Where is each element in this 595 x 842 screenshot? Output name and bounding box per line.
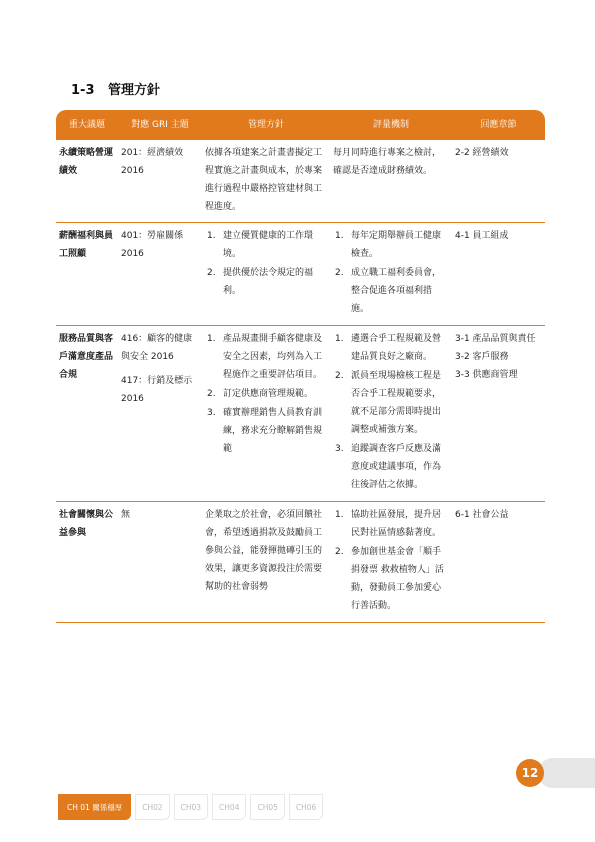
header-cell: 管理方針 <box>202 110 330 140</box>
list-item <box>205 264 327 300</box>
gri-topic: 201：經濟績效2016 <box>121 148 184 176</box>
list-item-text: 成立職工福利委員會，整合促進各項福利措施。 <box>351 268 442 314</box>
gri-cell <box>118 502 202 623</box>
list-number: 1. <box>335 334 344 344</box>
topic-cell: 薪酬福利與員工照顧 <box>59 231 114 259</box>
list-number: 1. <box>207 334 216 344</box>
list-item <box>205 227 327 263</box>
list-item <box>205 330 327 384</box>
list-item <box>333 264 449 318</box>
list-item <box>333 227 449 263</box>
policy-cell <box>202 326 330 502</box>
chapter-cell <box>452 223 545 326</box>
list-number: 3. <box>335 444 344 454</box>
chapter-ref: 3-1 產品品質與責任 <box>455 334 536 344</box>
chapter-ref: 6-1 社會公益 <box>455 510 509 520</box>
chapter-nav <box>58 794 327 820</box>
list-item-text: 訂定供應商管理規範。 <box>223 389 314 399</box>
chapter-ref: 4-1 員工組成 <box>455 231 509 241</box>
evaluation-cell <box>330 502 452 623</box>
list-number: 2. <box>335 371 344 381</box>
list-item-text: 協助社區發展，提升居民對社區情感黏著度。 <box>351 510 442 538</box>
evaluation-cell-list <box>333 506 449 615</box>
header-cell: 評量機制 <box>330 110 452 140</box>
gri-topic: 416：顧客的健康與安全 2016 <box>121 334 193 362</box>
list-item-text: 遴選合乎工程規範及營建品質良好之廠商。 <box>351 334 442 362</box>
list-item-text: 建立優質健康的工作環境。 <box>223 231 314 259</box>
evaluation-cell-list <box>333 330 449 494</box>
policy-cell-text: 企業取之於社會，必須回饋社會，希望透過捐款及鼓勵員工參與公益，能發揮拋磚引玉的效果，讓更多資源投注於需要幫助的社會弱勢 <box>205 510 323 592</box>
chapter-tab[interactable]: CH05 <box>250 794 284 820</box>
table-row <box>56 140 545 223</box>
list-number: 2. <box>335 268 344 278</box>
list-item-text: 參加創世基金會「順手捐發票 救救植物人」活動，發動員工參加愛心行善活動。 <box>351 547 444 611</box>
list-item <box>333 330 449 366</box>
list-item <box>333 440 449 494</box>
section-heading <box>71 79 160 98</box>
table-row <box>56 223 545 326</box>
list-item-text: 每年定期舉辦員工健康檢查。 <box>351 231 442 259</box>
section-number: 1-3 <box>71 83 95 98</box>
list-item <box>333 367 449 439</box>
list-item <box>205 404 327 458</box>
management-policy-table <box>56 110 545 623</box>
chapter-cell <box>452 326 545 502</box>
evaluation-cell <box>330 326 452 502</box>
chapter-tab[interactable]: CH 01 關係穩厚 <box>58 794 131 820</box>
list-item-text: 確實辦理銷售人員教育訓練，務求充分瞭解銷售規範 <box>223 408 323 454</box>
policy-cell <box>202 502 330 623</box>
topic-cell: 永續策略營運績效 <box>59 148 114 176</box>
gri-cell <box>118 326 202 502</box>
gri-topic: 無 <box>121 510 131 520</box>
policy-cell <box>202 140 330 223</box>
list-number: 2. <box>207 389 216 399</box>
header-cell: 回應章節 <box>452 110 545 140</box>
chapter-tab[interactable]: CH03 <box>174 794 208 820</box>
gri-cell <box>118 140 202 223</box>
table-row <box>56 326 545 502</box>
header-cell: 重大議題 <box>56 110 118 140</box>
list-item <box>333 506 449 542</box>
chapter-ref: 2-2 經營績效 <box>455 148 509 158</box>
page-tab-decoration <box>538 758 595 788</box>
section-title: 管理方針 <box>108 83 161 98</box>
list-item-text: 派員至現場檢核工程是否合乎工程規範要求，就不足部分需即時提出調整或補強方案。 <box>351 371 442 435</box>
topic-cell: 社會關懷與公益參與 <box>59 510 114 538</box>
chapter-cell <box>452 140 545 223</box>
evaluation-cell <box>330 140 452 223</box>
header-cell: 對應 GRI 主題 <box>118 110 202 140</box>
list-item <box>205 385 327 403</box>
list-number: 1. <box>207 231 216 241</box>
gri-topic: 401：勞雇關係 2016 <box>121 231 184 259</box>
chapter-ref: 3-3 供應商管理 <box>455 370 518 380</box>
list-item <box>333 543 449 615</box>
list-number: 1. <box>335 510 344 520</box>
list-number: 1. <box>335 231 344 241</box>
evaluation-cell-text: 每月同時進行專案之檢討，確認是否達成財務績效。 <box>333 148 442 176</box>
policy-cell-text: 依據各項建案之計畫書擬定工程實施之計畫與成本，於專案進行過程中嚴格控管建材與工程進度。 <box>205 148 323 212</box>
chapter-ref: 3-2 客戶服務 <box>455 352 509 362</box>
table-row <box>56 502 545 623</box>
table-header-row <box>56 110 545 140</box>
page-number: 12 <box>516 759 544 787</box>
chapter-tab[interactable]: CH06 <box>289 794 323 820</box>
list-number: 2. <box>207 268 216 278</box>
list-item-text: 提供優於法令規定的福利。 <box>223 268 314 296</box>
list-item-text: 追蹤調查客戶反應及滿意度或建議事項，作為往後評估之依據。 <box>351 444 442 490</box>
evaluation-cell <box>330 223 452 326</box>
list-number: 2. <box>335 547 344 557</box>
chapter-cell <box>452 502 545 623</box>
chapter-tab[interactable]: CH04 <box>212 794 246 820</box>
policy-cell-list <box>205 330 327 458</box>
list-number: 3. <box>207 408 216 418</box>
gri-cell <box>118 223 202 326</box>
list-item-text: 產品規畫開手顧客健康及安全之因素，均列為入工程施作之重要評估項目。 <box>223 334 323 380</box>
chapter-tab[interactable]: CH02 <box>135 794 169 820</box>
gri-topic: 417：行銷及標示 2016 <box>121 376 193 404</box>
topic-cell: 服務品質與客戶滿意度產品合規 <box>59 334 114 380</box>
policy-cell-list <box>205 227 327 300</box>
evaluation-cell-list <box>333 227 449 318</box>
policy-cell <box>202 223 330 326</box>
